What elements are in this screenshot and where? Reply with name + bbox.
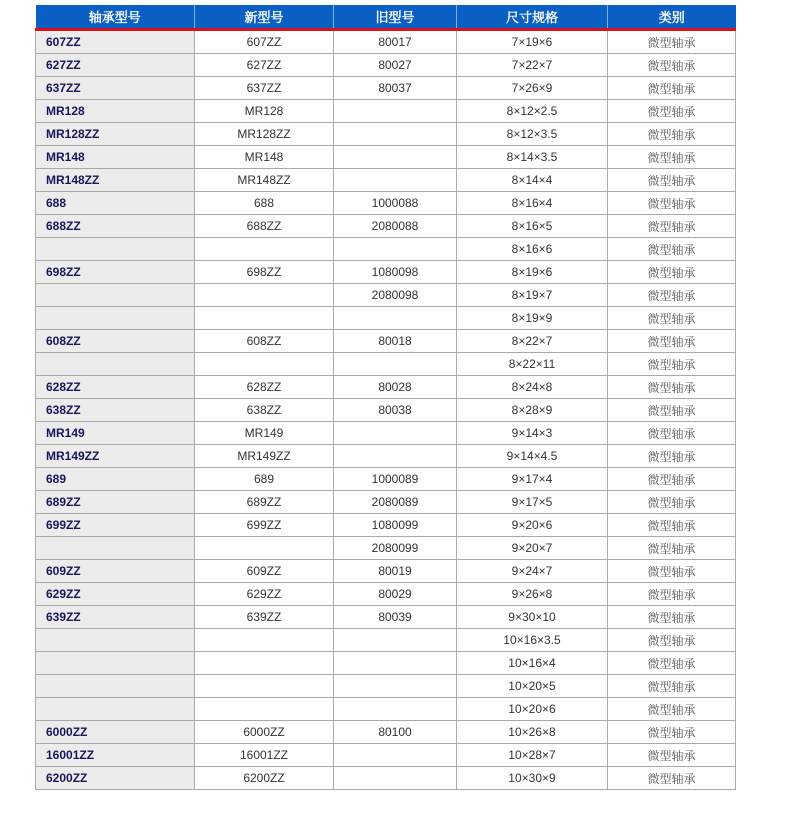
dimensions-cell: 7×26×9 [457, 77, 608, 100]
category-cell: 微型轴承 [608, 560, 736, 583]
category-cell: 微型轴承 [608, 169, 736, 192]
bearing-model-cell: 698ZZ [36, 261, 195, 284]
table-row [36, 675, 736, 698]
table-row [36, 468, 736, 491]
bearing-model-cell: 637ZZ [36, 77, 195, 100]
bearing-model-cell [36, 629, 195, 652]
old-model-cell: 80037 [334, 77, 457, 100]
category-cell: 微型轴承 [608, 445, 736, 468]
dimensions-cell: 10×16×3.5 [457, 629, 608, 652]
dimensions-cell: 9×30×10 [457, 606, 608, 629]
dimensions-cell: 8×24×8 [457, 376, 608, 399]
new-model-cell [195, 238, 334, 261]
dimensions-cell: 8×22×7 [457, 330, 608, 353]
table-row [36, 146, 736, 169]
new-model-cell: MR148 [195, 146, 334, 169]
category-cell: 微型轴承 [608, 606, 736, 629]
header-category: 类别 [608, 5, 736, 30]
new-model-cell: 639ZZ [195, 606, 334, 629]
table-row [36, 284, 736, 307]
table-row [36, 353, 736, 376]
category-cell: 微型轴承 [608, 146, 736, 169]
bearing-model-cell [36, 353, 195, 376]
old-model-cell [334, 767, 457, 790]
bearing-model-cell [36, 307, 195, 330]
old-model-cell [334, 744, 457, 767]
category-cell: 微型轴承 [608, 54, 736, 77]
table-row [36, 215, 736, 238]
old-model-cell [334, 123, 457, 146]
bearing-model-cell [36, 698, 195, 721]
bearing-model-cell: 6200ZZ [36, 767, 195, 790]
table-row [36, 376, 736, 399]
old-model-cell: 80100 [334, 721, 457, 744]
category-cell: 微型轴承 [608, 238, 736, 261]
dimensions-cell: 8×12×2.5 [457, 100, 608, 123]
header-row [36, 5, 736, 30]
old-model-cell [334, 698, 457, 721]
new-model-cell [195, 698, 334, 721]
category-cell: 微型轴承 [608, 353, 736, 376]
header-new-model: 新型号 [195, 5, 334, 30]
old-model-cell: 80039 [334, 606, 457, 629]
dimensions-cell: 9×20×6 [457, 514, 608, 537]
header-old-model: 旧型号 [334, 5, 457, 30]
old-model-cell: 80038 [334, 399, 457, 422]
table-row [36, 169, 736, 192]
old-model-cell: 80017 [334, 30, 457, 54]
table-row [36, 537, 736, 560]
table-row [36, 100, 736, 123]
bearing-model-cell: 688ZZ [36, 215, 195, 238]
old-model-cell [334, 100, 457, 123]
dimensions-cell: 9×17×5 [457, 491, 608, 514]
new-model-cell [195, 307, 334, 330]
old-model-cell [334, 629, 457, 652]
bearing-model-cell: 689ZZ [36, 491, 195, 514]
table-row [36, 261, 736, 284]
category-cell: 微型轴承 [608, 30, 736, 54]
dimensions-cell: 8×19×9 [457, 307, 608, 330]
dimensions-cell: 7×22×7 [457, 54, 608, 77]
new-model-cell [195, 537, 334, 560]
old-model-cell: 2080089 [334, 491, 457, 514]
bearing-model-cell: 16001ZZ [36, 744, 195, 767]
bearing-model-cell: 627ZZ [36, 54, 195, 77]
table-row [36, 744, 736, 767]
dimensions-cell: 9×24×7 [457, 560, 608, 583]
table-row [36, 422, 736, 445]
new-model-cell: 607ZZ [195, 30, 334, 54]
bearing-model-cell: 699ZZ [36, 514, 195, 537]
bearing-model-cell: MR149 [36, 422, 195, 445]
bearing-model-cell: MR128 [36, 100, 195, 123]
new-model-cell: 6200ZZ [195, 767, 334, 790]
table-row [36, 583, 736, 606]
old-model-cell: 1080098 [334, 261, 457, 284]
table-row [36, 606, 736, 629]
bearing-model-cell: 628ZZ [36, 376, 195, 399]
bearing-table-container [35, 5, 736, 790]
category-cell: 微型轴承 [608, 537, 736, 560]
table-row [36, 192, 736, 215]
table-row [36, 123, 736, 146]
new-model-cell: MR149ZZ [195, 445, 334, 468]
old-model-cell: 2080088 [334, 215, 457, 238]
old-model-cell: 80019 [334, 560, 457, 583]
dimensions-cell: 8×16×6 [457, 238, 608, 261]
category-cell: 微型轴承 [608, 468, 736, 491]
category-cell: 微型轴承 [608, 307, 736, 330]
old-model-cell: 1000088 [334, 192, 457, 215]
dimensions-cell: 10×26×8 [457, 721, 608, 744]
old-model-cell [334, 353, 457, 376]
old-model-cell: 80027 [334, 54, 457, 77]
bearing-model-cell: MR149ZZ [36, 445, 195, 468]
new-model-cell: 638ZZ [195, 399, 334, 422]
dimensions-cell: 8×14×4 [457, 169, 608, 192]
category-cell: 微型轴承 [608, 261, 736, 284]
table-row [36, 652, 736, 675]
category-cell: 微型轴承 [608, 721, 736, 744]
bearing-model-cell: 609ZZ [36, 560, 195, 583]
category-cell: 微型轴承 [608, 514, 736, 537]
category-cell: 微型轴承 [608, 583, 736, 606]
table-header [36, 5, 736, 30]
header-dimensions: 尺寸规格 [457, 5, 608, 30]
new-model-cell: 637ZZ [195, 77, 334, 100]
new-model-cell: 608ZZ [195, 330, 334, 353]
table-row [36, 514, 736, 537]
bearing-model-cell: MR148 [36, 146, 195, 169]
dimensions-cell: 10×30×9 [457, 767, 608, 790]
category-cell: 微型轴承 [608, 629, 736, 652]
new-model-cell: MR149 [195, 422, 334, 445]
new-model-cell: 689ZZ [195, 491, 334, 514]
new-model-cell: 699ZZ [195, 514, 334, 537]
new-model-cell: 689 [195, 468, 334, 491]
new-model-cell: MR148ZZ [195, 169, 334, 192]
category-cell: 微型轴承 [608, 330, 736, 353]
bearing-model-cell: 689 [36, 468, 195, 491]
category-cell: 微型轴承 [608, 491, 736, 514]
old-model-cell: 2080099 [334, 537, 457, 560]
table-row [36, 698, 736, 721]
bearing-model-cell: 607ZZ [36, 30, 195, 54]
bearing-model-cell [36, 537, 195, 560]
bearing-model-cell: 639ZZ [36, 606, 195, 629]
bearing-model-cell [36, 238, 195, 261]
dimensions-cell: 9×26×8 [457, 583, 608, 606]
bearing-model-cell [36, 675, 195, 698]
bearing-model-cell: 688 [36, 192, 195, 215]
bearing-model-cell: MR128ZZ [36, 123, 195, 146]
dimensions-cell: 9×14×4.5 [457, 445, 608, 468]
old-model-cell [334, 307, 457, 330]
category-cell: 微型轴承 [608, 215, 736, 238]
table-row [36, 307, 736, 330]
header-bearing-model: 轴承型号 [36, 5, 195, 30]
table-row [36, 399, 736, 422]
dimensions-cell: 10×28×7 [457, 744, 608, 767]
new-model-cell: 628ZZ [195, 376, 334, 399]
table-row [36, 54, 736, 77]
dimensions-cell: 8×28×9 [457, 399, 608, 422]
table-row [36, 30, 736, 54]
category-cell: 微型轴承 [608, 767, 736, 790]
table-row [36, 491, 736, 514]
category-cell: 微型轴承 [608, 399, 736, 422]
bearing-model-cell: 608ZZ [36, 330, 195, 353]
dimensions-cell: 8×19×7 [457, 284, 608, 307]
category-cell: 微型轴承 [608, 744, 736, 767]
dimensions-cell: 10×20×5 [457, 675, 608, 698]
table-row [36, 721, 736, 744]
dimensions-cell: 9×14×3 [457, 422, 608, 445]
new-model-cell: 609ZZ [195, 560, 334, 583]
dimensions-cell: 8×22×11 [457, 353, 608, 376]
table-row [36, 77, 736, 100]
old-model-cell: 2080098 [334, 284, 457, 307]
new-model-cell [195, 629, 334, 652]
new-model-cell [195, 284, 334, 307]
old-model-cell [334, 146, 457, 169]
table-row [36, 330, 736, 353]
category-cell: 微型轴承 [608, 100, 736, 123]
new-model-cell: 629ZZ [195, 583, 334, 606]
dimensions-cell: 8×16×5 [457, 215, 608, 238]
category-cell: 微型轴承 [608, 376, 736, 399]
category-cell: 微型轴承 [608, 77, 736, 100]
bearing-model-cell: 6000ZZ [36, 721, 195, 744]
bearing-model-cell [36, 652, 195, 675]
new-model-cell: MR128 [195, 100, 334, 123]
old-model-cell: 80018 [334, 330, 457, 353]
category-cell: 微型轴承 [608, 422, 736, 445]
bearing-model-cell [36, 284, 195, 307]
bearing-model-cell: 638ZZ [36, 399, 195, 422]
old-model-cell: 80028 [334, 376, 457, 399]
dimensions-cell: 10×16×4 [457, 652, 608, 675]
category-cell: 微型轴承 [608, 123, 736, 146]
dimensions-cell: 8×14×3.5 [457, 146, 608, 169]
category-cell: 微型轴承 [608, 192, 736, 215]
table-body [36, 30, 736, 790]
category-cell: 微型轴承 [608, 675, 736, 698]
old-model-cell [334, 422, 457, 445]
dimensions-cell: 8×12×3.5 [457, 123, 608, 146]
dimensions-cell: 9×17×4 [457, 468, 608, 491]
bearing-model-cell: MR148ZZ [36, 169, 195, 192]
table-row [36, 560, 736, 583]
new-model-cell [195, 652, 334, 675]
old-model-cell: 1000089 [334, 468, 457, 491]
table-row [36, 629, 736, 652]
new-model-cell: 688ZZ [195, 215, 334, 238]
category-cell: 微型轴承 [608, 652, 736, 675]
new-model-cell: MR128ZZ [195, 123, 334, 146]
old-model-cell: 80029 [334, 583, 457, 606]
table-row [36, 238, 736, 261]
category-cell: 微型轴承 [608, 698, 736, 721]
new-model-cell: 627ZZ [195, 54, 334, 77]
dimensions-cell: 8×16×4 [457, 192, 608, 215]
old-model-cell [334, 652, 457, 675]
new-model-cell: 6000ZZ [195, 721, 334, 744]
old-model-cell [334, 238, 457, 261]
new-model-cell: 16001ZZ [195, 744, 334, 767]
old-model-cell: 1080099 [334, 514, 457, 537]
bearing-spec-table [35, 5, 736, 790]
new-model-cell: 698ZZ [195, 261, 334, 284]
bearing-model-cell: 629ZZ [36, 583, 195, 606]
dimensions-cell: 8×19×6 [457, 261, 608, 284]
old-model-cell [334, 445, 457, 468]
table-row [36, 445, 736, 468]
category-cell: 微型轴承 [608, 284, 736, 307]
dimensions-cell: 10×20×6 [457, 698, 608, 721]
new-model-cell: 688 [195, 192, 334, 215]
old-model-cell [334, 675, 457, 698]
dimensions-cell: 9×20×7 [457, 537, 608, 560]
dimensions-cell: 7×19×6 [457, 30, 608, 54]
table-row [36, 767, 736, 790]
new-model-cell [195, 353, 334, 376]
new-model-cell [195, 675, 334, 698]
old-model-cell [334, 169, 457, 192]
